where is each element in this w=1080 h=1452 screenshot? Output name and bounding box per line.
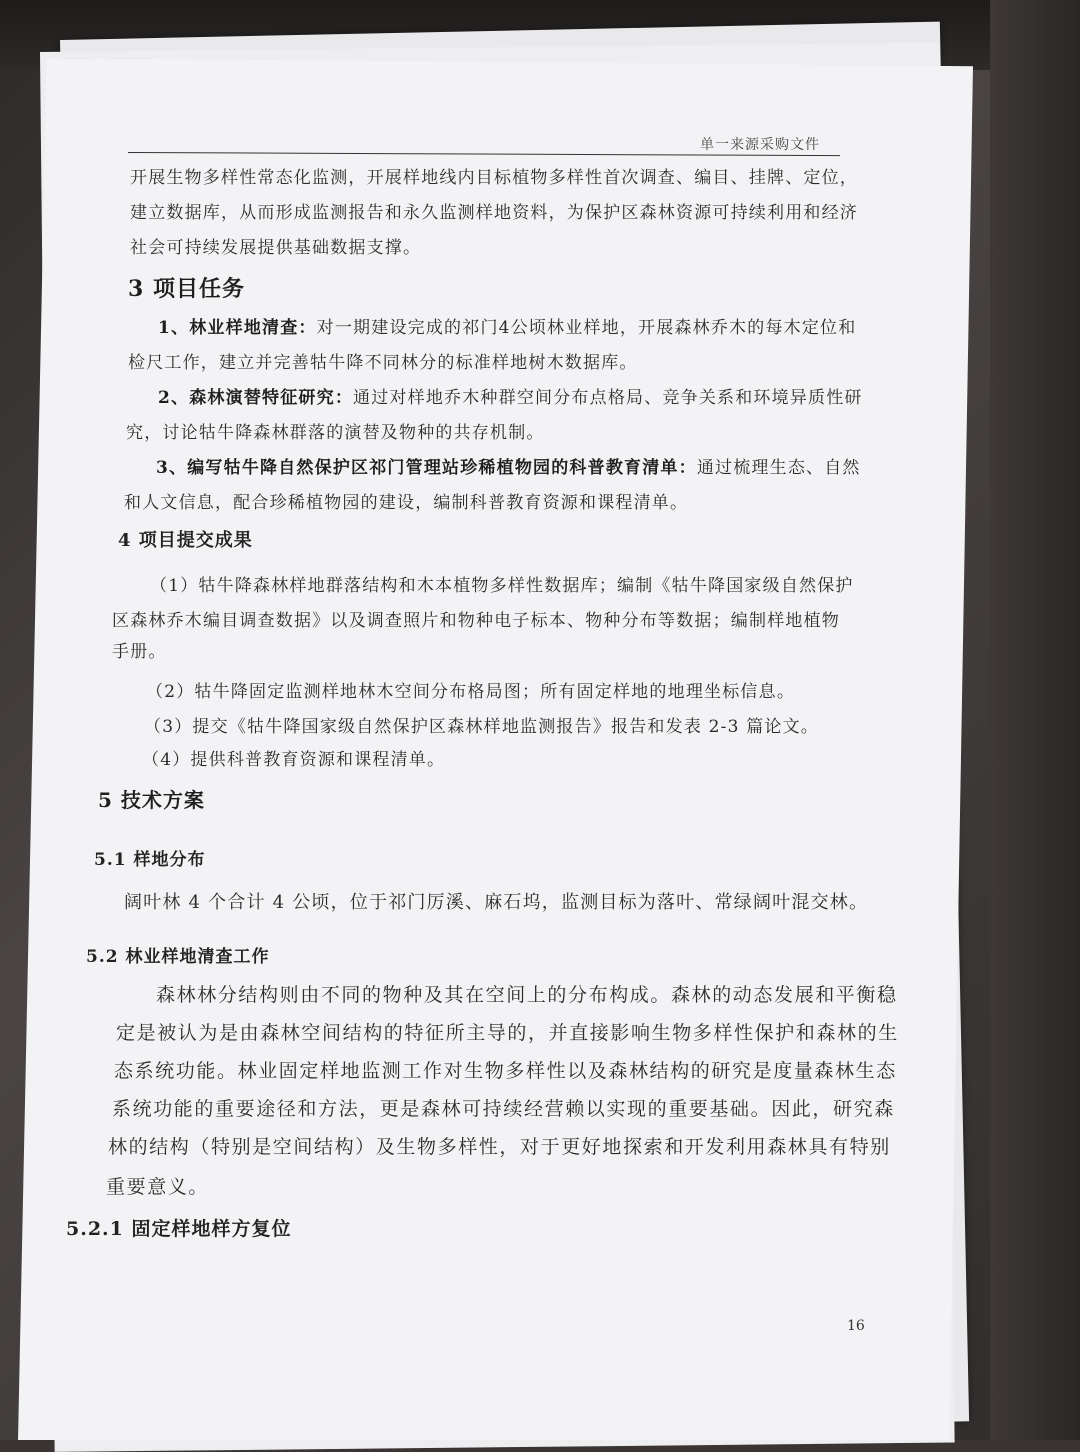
- section-5-2-line-6: 重要意义。: [106, 1176, 210, 1198]
- section-5-2-line-2: 定是被认为是由森林空间结构的特征所主导的，并直接影响生物多样性保护和森林的生: [116, 1022, 899, 1044]
- deliverable-3: （3）提交《牯牛降国家级自然保护区森林样地监测报告》报告和发表 2-3 篇论文。: [144, 717, 819, 737]
- deliverable-4: （4）提供科普教育资源和课程清单。: [142, 750, 446, 770]
- deliverable-2: （2）牯牛降固定监测样地林木空间分布格局图；所有固定样地的地理坐标信息。: [146, 682, 796, 702]
- page-number: 16: [847, 1318, 865, 1334]
- deliverable-1-line-1: （1）牯牛降森林样地群落结构和木本植物多样性数据库；编制《牯牛降国家级自然保护: [150, 576, 854, 596]
- section-5-2-line-3: 态系统功能。林业固定样地监测工作对生物多样性以及森林结构的研究是度量森林生态: [114, 1060, 897, 1082]
- section-5-2-line-1: 森林林分结构则由不同的物种及其在空间上的分布构成。森林的动态发展和平衡稳: [156, 984, 898, 1006]
- section-5-2-line-4: 系统功能的重要途径和方法，更是森林可持续经营赖以实现的重要基础。因此，研究森: [112, 1098, 895, 1120]
- deliverable-1-line-3: 手册。: [112, 642, 167, 662]
- intro-line-2: 建立数据库，从而形成监测报告和永久监测样地资料，为保护区森林资源可持续利用和经济: [130, 203, 858, 223]
- section-5-1-text: 阔叶林 4 个合计 4 公顷，位于祁门厉溪、麻石坞，监测目标为落叶、常绿阔叶混交林。: [124, 892, 869, 913]
- section-4-heading: 4 项目提交成果: [118, 530, 253, 551]
- running-header: 单一来源采购文件: [700, 137, 820, 153]
- section-5-2-1-heading: 5.2.1 固定样地样方复位: [66, 1218, 292, 1240]
- section-5-1-heading: 5.1 样地分布: [94, 850, 206, 870]
- task-3-title: 3、编写牯牛降自然保护区祁门管理站珍稀植物园的科普教育清单：: [156, 458, 697, 478]
- task-3-cont: 和人文信息，配合珍稀植物园的建设，编制科普教育资源和课程清单。: [124, 493, 689, 513]
- task-2-title: 2、森林演替特征研究：: [158, 388, 354, 408]
- intro-line-3: 社会可持续发展提供基础数据支撑。: [130, 238, 422, 258]
- task-2: [158, 383, 863, 408]
- task-2-text: 通过对样地乔木种群空间分布点格局、竞争关系和环境异质性研: [353, 388, 863, 408]
- section-5-2-heading: 5.2 林业样地清查工作: [86, 947, 270, 967]
- task-3: [156, 453, 861, 478]
- task-1: [158, 313, 856, 338]
- intro-line-1: 开展生物多样性常态化监测，开展样地线内目标植物多样性首次调查、编目、挂牌、定位，: [130, 168, 858, 188]
- section-3-heading: 3 项目任务: [128, 276, 245, 302]
- deliverable-1-line-2: 区森林乔木编目调查数据》以及调查照片和物种电子标本、物种分布等数据；编制样地植物: [112, 611, 840, 631]
- task-1-title: 1、林业样地清查：: [158, 318, 317, 338]
- section-5-heading: 5 技术方案: [98, 788, 205, 812]
- section-5-2-line-5: 林的结构（特别是空间结构）及生物多样性，对于更好地探索和开发利用森林具有特别: [108, 1136, 891, 1158]
- task-2-cont: 究，讨论牯牛降森林群落的演替及物种的共存机制。: [126, 423, 545, 443]
- task-3-text: 通过梳理生态、自然: [696, 458, 861, 478]
- task-1-cont: 检尺工作，建立并完善牯牛降不同林分的标准样地树木数据库。: [128, 353, 638, 373]
- task-1-text: 对一期建设完成的祁门4公顷林业样地，开展森林乔木的每木定位和: [316, 318, 857, 338]
